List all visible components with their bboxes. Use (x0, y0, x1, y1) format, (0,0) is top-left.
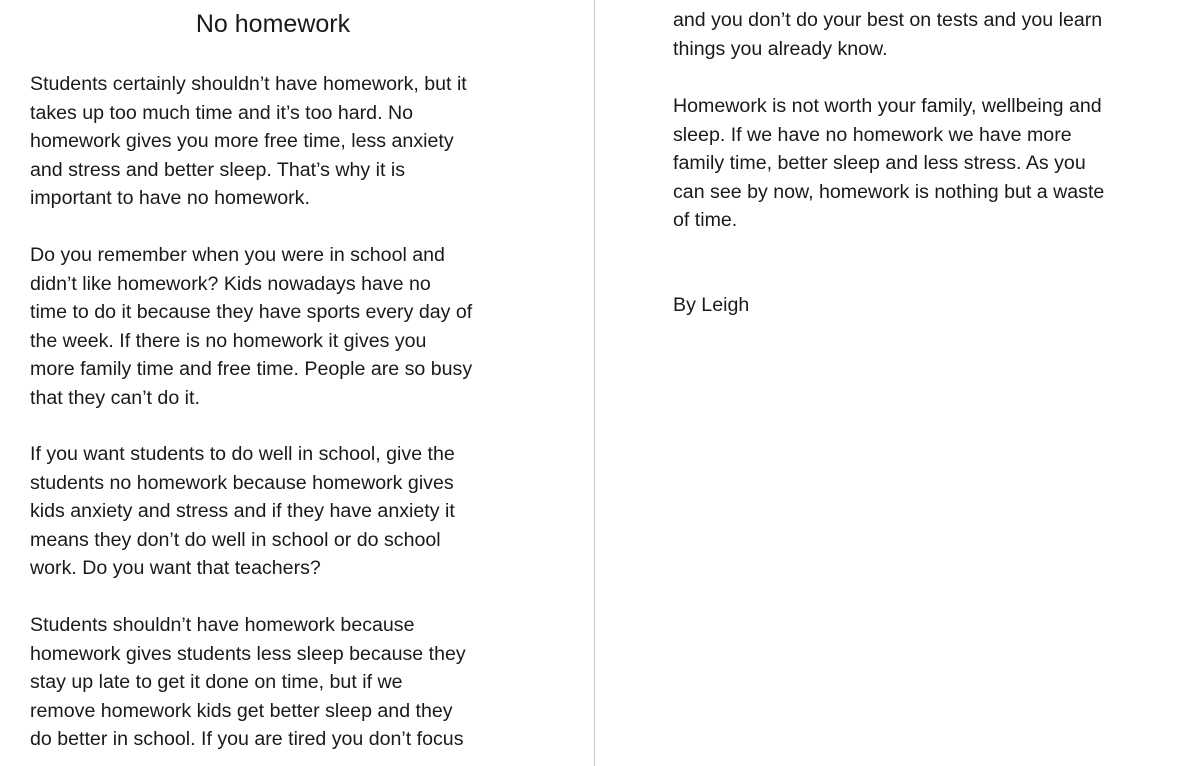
text-line: important to have no homework. (30, 187, 310, 209)
text-line: remove homework kids get better sleep and they (30, 699, 453, 722)
text-line: stay up late to get it done on time, but if we (30, 671, 403, 693)
text-line: means they don’t do well in school or do school (30, 528, 441, 551)
text-line: can see by now, homework is nothing but a waste (673, 180, 1105, 203)
text-line: homework gives students less sleep because they (30, 642, 466, 665)
document-title: No homework (195, 10, 351, 38)
text-line: If you want students to do well in school, give the (30, 443, 455, 465)
paragraph-conclusion (673, 92, 1104, 235)
text-line: the week. If there is no homework it gives you (30, 329, 427, 352)
text-line: kids anxiety and stress and if they have anxiety it (30, 500, 455, 522)
author-byline (673, 291, 749, 320)
text-line: didn’t like homework? Kids nowadays have no (30, 272, 431, 295)
paragraph-remember (30, 241, 472, 412)
text-line: students no homework because homework gives (30, 471, 454, 494)
text-line: homework gives you more free time, less anxiety (30, 130, 454, 152)
text-line: Homework is not worth your family, wellbeing and (673, 95, 1102, 117)
text-line: do better in school. If you are tired you don’t focus (30, 728, 464, 750)
paragraph-sleep (30, 611, 466, 754)
text-line: takes up too much time and it’s too hard. No (30, 101, 414, 124)
text-line: Do you remember when you were in school and (30, 244, 445, 266)
text-line: more family time and free time. People are so busy (30, 358, 473, 380)
text-line: family time, better sleep and less stress. As you (673, 152, 1086, 174)
text-line: of time. (673, 209, 738, 231)
text-line: Students shouldn’t have homework because (30, 614, 415, 636)
column-divider (594, 0, 595, 766)
text-line: and stress and better sleep. That’s why it is (30, 158, 406, 181)
text-line: and you don’t do your best on tests and you learn (673, 9, 1103, 31)
paragraph-intro (30, 70, 467, 213)
text-line: time to do it because they have sports every day of (30, 301, 473, 323)
author-name: By Leigh (673, 294, 750, 316)
paragraph-do-well (30, 440, 455, 583)
paragraph-continued (673, 6, 1102, 63)
text-line: Students certainly shouldn’t have homework, but it (30, 73, 467, 95)
text-line: that they can’t do it. (30, 386, 200, 409)
text-line: sleep. If we have no homework we have more (673, 123, 1072, 146)
text-line: work. Do you want that teachers? (30, 557, 321, 579)
text-line: things you already know. (673, 37, 888, 60)
